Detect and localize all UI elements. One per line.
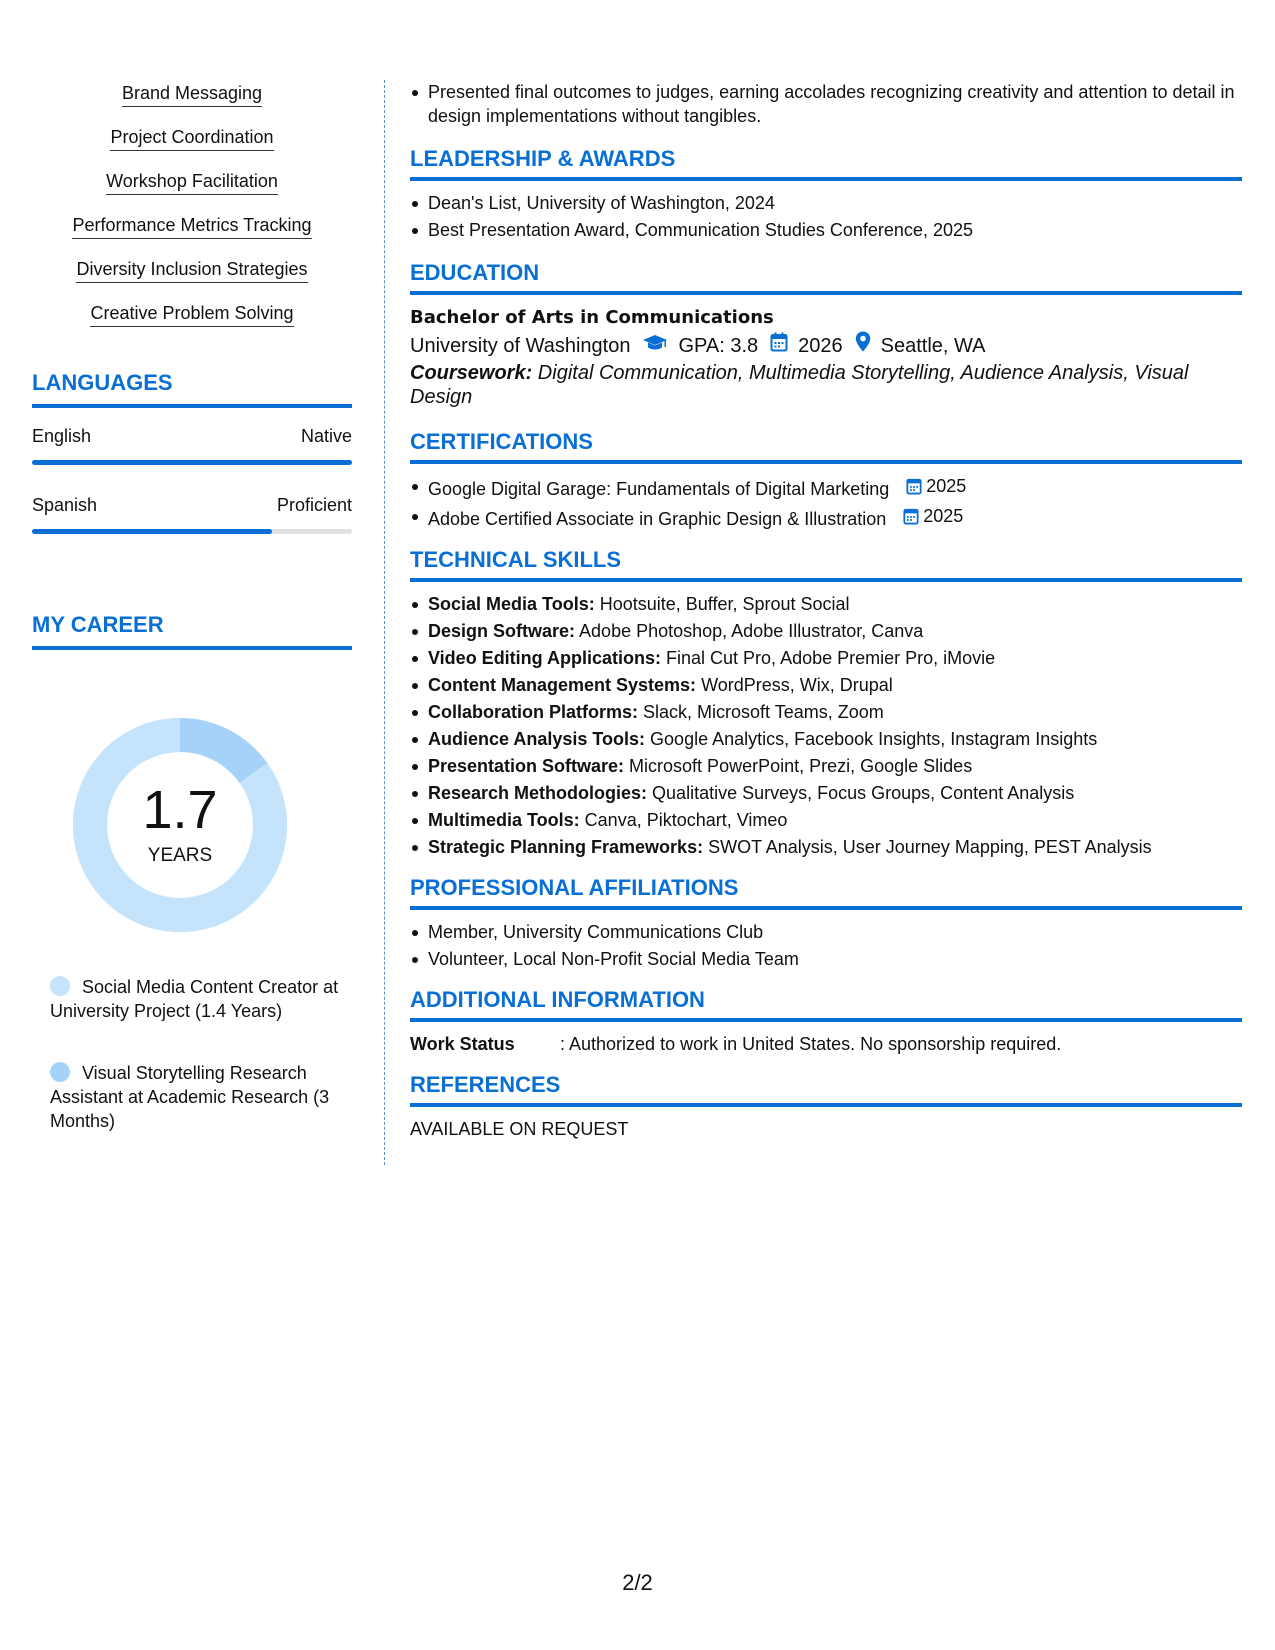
certification-year-text: 2025 <box>923 506 964 526</box>
technical-skills-heading: TECHNICAL SKILLS <box>410 547 1242 582</box>
skills-list <box>32 82 352 346</box>
skill-item: Creative Problem Solving <box>90 302 293 327</box>
certification-item <box>410 504 1242 531</box>
education-details <box>410 331 1242 361</box>
skill-item: Workshop Facilitation <box>106 170 278 195</box>
technical-skill-item <box>410 808 1242 832</box>
technical-skill-item <box>410 646 1242 670</box>
education-location: Seattle, WA <box>880 335 986 357</box>
work-status-label: Work Status <box>410 1034 515 1054</box>
language-level: Native <box>300 426 352 446</box>
technical-skill-item <box>410 700 1242 724</box>
certification-name: Google Digital Garage: Fundamentals of Digital Marketing <box>428 479 890 499</box>
technical-skill-item <box>410 781 1242 805</box>
career-total-years: 1.7 <box>142 780 218 840</box>
language-level: Proficient <box>276 495 352 515</box>
language-bar-english <box>32 460 352 465</box>
skill-category: Video Editing Applications: <box>428 648 662 668</box>
skill-category: Social Media Tools: <box>428 594 595 614</box>
education-year: 2026 <box>798 335 843 357</box>
skill-values: Qualitative Surveys, Focus Groups, Content Analysis <box>647 783 1075 803</box>
references-heading: REFERENCES <box>410 1072 1242 1107</box>
calendar-icon <box>903 507 919 525</box>
graduation-cap-icon <box>642 331 668 361</box>
leadership-item: Dean's List, University of Washington, 2024 <box>410 191 1242 215</box>
skill-values: Microsoft PowerPoint, Prezi, Google Slides <box>624 756 973 776</box>
experience-bullet: Presented final outcomes to judges, earning accolades recognizing creativity and attention to detail in design implementations without tangibles. <box>410 80 1242 128</box>
language-bar-fill <box>32 529 272 534</box>
page-number: 2/2 <box>622 1570 653 1595</box>
skill-category: Research Methodologies: <box>428 783 648 803</box>
skill-item: Project Coordination <box>110 126 273 151</box>
education-heading: EDUCATION <box>410 260 1242 295</box>
affiliation-item: Volunteer, Local Non-Profit Social Media Team <box>410 947 1242 971</box>
legend-label: Visual Storytelling Research Assistant at Academic Research (3 Months) <box>50 1063 330 1131</box>
certification-year-text: 2025 <box>926 476 967 496</box>
technical-skill-item <box>410 727 1242 751</box>
legend-label: Social Media Content Creator at University Project (1.4 Years) <box>50 977 339 1021</box>
skill-values: Adobe Photoshop, Adobe Illustrator, Canva <box>575 621 924 641</box>
additional-info-heading: ADDITIONAL INFORMATION <box>410 987 1242 1022</box>
experience-bullets <box>410 80 1242 128</box>
calendar-icon <box>770 331 788 361</box>
column-divider <box>384 80 385 1165</box>
education-degree: Bachelor of Arts in Communications <box>410 307 774 328</box>
certification-year <box>903 504 963 528</box>
languages-heading: LANGUAGES <box>32 370 352 408</box>
skill-item: Brand Messaging <box>122 82 262 107</box>
language-bar-spanish <box>32 529 352 534</box>
language-row-spanish <box>32 495 352 516</box>
education-coursework <box>410 361 1242 409</box>
leadership-item: Best Presentation Award, Communication Studies Conference, 2025 <box>410 218 1242 242</box>
skill-category: Content Management Systems: <box>428 675 697 695</box>
skill-values: Canva, Piktochart, Vimeo <box>579 810 788 830</box>
certifications-list <box>410 474 1242 531</box>
education-gpa: GPA: 3.8 <box>678 335 759 357</box>
skill-category: Multimedia Tools: <box>428 810 580 830</box>
affiliations-heading: PROFESSIONAL AFFILIATIONS <box>410 875 1242 910</box>
career-legend-item <box>50 975 340 1023</box>
skill-values: Slack, Microsoft Teams, Zoom <box>638 702 884 722</box>
affiliation-item: Member, University Communications Club <box>410 920 1242 944</box>
technical-skill-item <box>410 754 1242 778</box>
certification-item <box>410 474 1242 501</box>
skill-values: SWOT Analysis, User Journey Mapping, PEST Analysis <box>703 837 1152 857</box>
technical-skill-item <box>410 592 1242 616</box>
skill-category: Strategic Planning Frameworks: <box>428 837 704 857</box>
skill-item: Diversity Inclusion Strategies <box>76 258 307 283</box>
leadership-heading: LEADERSHIP & AWARDS <box>410 146 1242 181</box>
skill-category: Audience Analysis Tools: <box>428 729 646 749</box>
skill-values: WordPress, Wix, Drupal <box>696 675 893 695</box>
references-text: AVAILABLE ON REQUEST <box>410 1119 629 1139</box>
technical-skill-item <box>410 835 1242 859</box>
coursework-text: Digital Communication, Multimedia Storytelling, Audience Analysis, Visual Design <box>410 362 1189 408</box>
skill-values: Final Cut Pro, Adobe Premier Pro, iMovie <box>661 648 996 668</box>
career-legend-item <box>50 1061 340 1133</box>
skill-item: Performance Metrics Tracking <box>72 214 311 239</box>
skill-category: Design Software: <box>428 621 576 641</box>
certification-year <box>906 474 966 498</box>
skill-category: Collaboration Platforms: <box>428 702 639 722</box>
technical-skill-item <box>410 619 1242 643</box>
work-status-value: : Authorized to work in United States. No sponsorship required. <box>560 1034 1062 1054</box>
certification-name: Adobe Certified Associate in Graphic Design & Illustration <box>428 509 887 529</box>
language-name: English <box>32 426 92 446</box>
work-status-row <box>410 1032 1242 1056</box>
skill-values: Google Analytics, Facebook Insights, Instagram Insights <box>645 729 1098 749</box>
leadership-list <box>410 191 1242 242</box>
skill-values: Hootsuite, Buffer, Sprout Social <box>594 594 850 614</box>
certifications-heading: CERTIFICATIONS <box>410 429 1242 464</box>
language-name: Spanish <box>32 495 98 515</box>
main-content <box>410 80 1242 1141</box>
career-heading: MY CAREER <box>32 612 352 650</box>
affiliations-list <box>410 920 1242 971</box>
donut-segment <box>180 735 253 773</box>
career-total-unit: YEARS <box>147 845 213 866</box>
technical-skills-list <box>410 592 1242 859</box>
education-school: University of Washington <box>410 335 631 357</box>
legend-color-dot <box>50 1062 70 1082</box>
calendar-icon <box>906 477 922 495</box>
map-pin-icon <box>855 331 871 361</box>
skills-list-section <box>32 82 352 346</box>
skill-category: Presentation Software: <box>428 756 625 776</box>
technical-skill-item <box>410 673 1242 697</box>
legend-color-dot <box>50 976 70 996</box>
language-row-english <box>32 426 352 447</box>
coursework-label: Coursework: <box>410 362 533 384</box>
language-bar-fill <box>32 460 352 465</box>
